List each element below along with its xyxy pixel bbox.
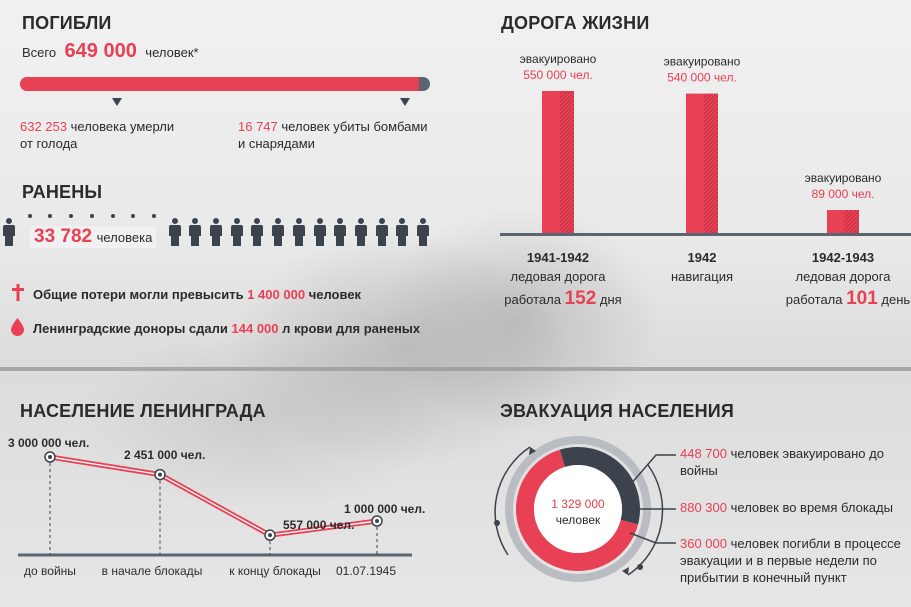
wounded-dot-icon <box>28 214 32 218</box>
road-bar-1 <box>542 91 574 233</box>
deaths-total-prefix: Всего <box>22 45 57 60</box>
person-icon <box>396 218 408 246</box>
wounded-count <box>30 226 156 248</box>
population-x-label: к концу блокады <box>229 564 321 578</box>
wounded-dot-icon <box>131 214 135 218</box>
fact-2-value: 144 000 <box>231 321 279 336</box>
deaths-total <box>22 40 199 63</box>
fact-total-losses <box>33 287 361 302</box>
population-x-label: до войны <box>24 564 76 578</box>
road-title: ДОРОГА ЖИЗНИ <box>501 13 650 33</box>
wounded-dot-icon <box>90 214 94 218</box>
deaths-bar <box>20 77 430 91</box>
person-icon <box>314 218 326 246</box>
wounded-dot-icon <box>111 214 115 218</box>
population-point-core <box>268 533 272 537</box>
road-baseline <box>500 233 911 236</box>
person-icon <box>231 218 243 246</box>
person-icon <box>272 218 284 246</box>
bombed-value: 16 747 <box>238 119 278 134</box>
wounded-unit: человека <box>96 230 153 245</box>
population-value-label: 557 000 чел. <box>283 518 355 532</box>
evac-center-value: 1 329 000 <box>551 497 605 511</box>
road-bar-3 <box>827 210 859 233</box>
wounded-value: 33 782 <box>34 226 93 247</box>
road-bar-caption: эвакуировано <box>804 171 882 186</box>
evac-item-2-text: человек во время блокады <box>730 500 893 515</box>
person-icon <box>334 218 346 246</box>
bombed-text: человек убиты бомбами <box>281 119 428 134</box>
evac-item-3-text: человек погибли в процессе <box>730 536 901 551</box>
bombed-text2: и снарядами <box>238 136 315 151</box>
blood-drop-icon <box>11 318 24 336</box>
deaths-bar-fill <box>20 77 419 91</box>
population-point-core <box>158 473 162 477</box>
road-period-type: ледовая дорога <box>510 269 606 284</box>
population-point-core <box>48 455 52 459</box>
evac-item-3-text2: эвакуации и в первые недели по <box>680 553 877 568</box>
evac-item-3-text3: прибытии в конечный пункт <box>680 570 847 585</box>
evac-item-1-text2: войны <box>680 463 718 478</box>
road-bar-caption: эвакуировано <box>519 52 597 66</box>
evac-item-prewar <box>680 445 884 479</box>
population-title: НАСЕЛЕНИЕ ЛЕНИНГРАДА <box>20 401 266 421</box>
evac-arrow-right-head <box>622 567 629 575</box>
evac-item-died <box>680 535 901 586</box>
wounded-title: РАНЕНЫ <box>22 182 103 202</box>
evac-arrow-dot <box>494 520 500 526</box>
wounded-dot-icon <box>152 214 156 218</box>
evac-item-1-value: 448 700 <box>680 446 727 461</box>
road-bar-chart <box>480 30 911 320</box>
cross-icon <box>12 284 24 301</box>
fact-2-after: л крови для раненых <box>282 321 421 336</box>
road-period-duration: работала 152 дня <box>504 288 622 309</box>
section-divider <box>0 367 911 371</box>
population-line-chart <box>0 425 440 585</box>
deaths-total-suffix: человек* <box>145 45 199 60</box>
starved-value: 632 253 <box>20 119 67 134</box>
road-bar-value-label: 540 000 чел. <box>667 70 737 85</box>
deaths-total-value: 649 000 <box>64 40 137 62</box>
person-icon <box>210 218 222 246</box>
person-icon <box>169 218 181 246</box>
fact-1-before: Общие потери могли превысить <box>33 287 244 302</box>
person-icon <box>417 218 429 246</box>
road-period-year: 1942 <box>687 250 717 265</box>
road-bar-caption: эвакуировано <box>663 54 741 69</box>
bombed-caption <box>238 118 428 152</box>
person-icon <box>376 218 388 246</box>
evac-item-3-value: 360 000 <box>680 536 727 551</box>
road-period-type: навигация <box>670 269 734 284</box>
person-icon <box>355 218 367 246</box>
population-value-label: 1 000 000 чел. <box>344 502 426 516</box>
fact-1-after: человек <box>308 287 362 302</box>
wounded-dot-icon <box>48 214 52 218</box>
deaths-title: ПОГИБЛИ <box>22 13 112 33</box>
evac-item-blockade <box>680 499 893 516</box>
road-bar-shade <box>704 94 718 233</box>
evac-item-1-text: человек эвакуировано до <box>730 446 884 461</box>
evac-center-unit: человек <box>555 513 601 527</box>
population-x-label: в начале блокады <box>101 564 203 578</box>
road-bar-value-label: 550 000 чел. <box>523 68 593 82</box>
road-bar-shade <box>560 91 574 233</box>
road-bar-value-label: 89 000 чел. <box>811 187 875 202</box>
road-period-year: 1942-1943 <box>811 250 875 265</box>
fact-2-before: Ленинградские доноры сдали <box>33 321 228 336</box>
fact-1-value: 1 400 000 <box>247 287 306 302</box>
evac-arrow-dot <box>637 564 643 570</box>
starved-text: человека умерли <box>70 119 175 134</box>
population-value-label: 2 451 000 чел. <box>124 448 206 462</box>
road-period-type: ледовая дорога <box>795 269 891 284</box>
fact-blood-donors <box>33 321 420 336</box>
road-period-year: 1941-1942 <box>526 250 590 265</box>
road-bar-shade <box>845 210 859 233</box>
population-point-core <box>375 519 379 523</box>
person-icon <box>3 218 15 246</box>
person-icon <box>189 218 201 246</box>
population-value-label: 3 000 000 чел. <box>8 436 90 450</box>
wounded-dot-icon <box>69 214 73 218</box>
person-icon <box>251 218 263 246</box>
person-icon <box>293 218 305 246</box>
starved-text2: от голода <box>20 136 78 151</box>
population-x-label: 01.07.1945 <box>335 564 397 578</box>
pointer-starved-icon <box>112 98 122 106</box>
road-bar-2 <box>686 94 718 233</box>
pointer-bombed-icon <box>400 98 410 106</box>
evac-item-2-value: 880 300 <box>680 500 727 515</box>
evacuation-title: ЭВАКУАЦИЯ НАСЕЛЕНИЯ <box>500 401 735 421</box>
road-period-duration: работала 101 день <box>785 288 911 309</box>
starved-caption <box>20 118 174 152</box>
